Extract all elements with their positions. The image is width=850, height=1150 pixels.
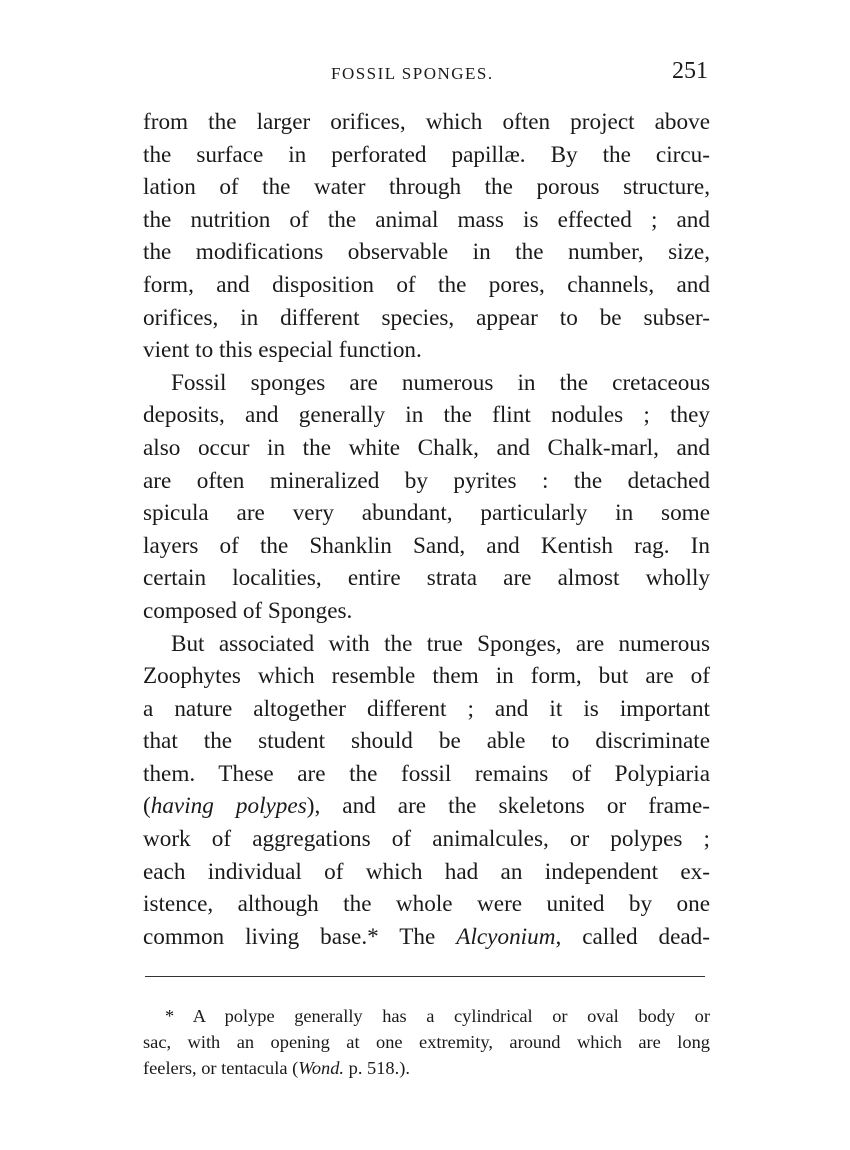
text-line: each individual of which had an independent ex- — [143, 858, 710, 885]
text-line: layers of the Shanklin Sand, and Kentish rag. In — [143, 532, 710, 559]
text-line: composed of Sponges. — [143, 597, 353, 624]
italic-text: having polypes — [150, 793, 307, 820]
text-line: are often mineralized by pyrites : the detached — [143, 467, 710, 494]
text-line: But associated with the true Sponges, are numerous — [171, 630, 710, 657]
text-line: them. These are the fossil remains of Polypiaria — [143, 760, 710, 787]
text-line: istence, although the whole were united by one — [143, 891, 710, 918]
text-line: orifices, in different species, appear to be subser- — [143, 304, 710, 331]
text-fragment: feelers, or tentacula ( — [143, 1058, 299, 1078]
footnote-rule — [145, 976, 705, 977]
text-line: the modifications observable in the number, size, — [143, 239, 710, 266]
running-head — [145, 58, 710, 92]
text-line: deposits, and generally in the flint nodules ; they — [143, 402, 710, 429]
footnote-line: * A polype generally has a cylindrical or oval body or — [165, 1006, 710, 1026]
text-line: vient to this especial function. — [143, 337, 422, 364]
text-fragment: ), and are the skeletons or frame- — [306, 793, 710, 820]
text-fragment: common living base.* The — [143, 923, 457, 950]
text-line: also occur in the white Chalk, and Chalk-marl, and — [143, 434, 710, 461]
italic-text: Alcyonium — [456, 923, 556, 950]
text-line: form, and disposition of the pores, channels, and — [143, 271, 710, 298]
footnote-line: sac, with an opening at one extremity, around which are long — [143, 1032, 710, 1052]
text-line — [143, 921, 710, 954]
body-text — [143, 106, 710, 953]
text-line — [143, 790, 710, 823]
page-number: 251 — [672, 58, 708, 84]
running-title: FOSSIL SPONGES. — [331, 64, 494, 83]
text-fragment: ( — [143, 793, 151, 820]
text-line: Fossil sponges are numerous in the cretaceous — [171, 369, 710, 396]
text-line: Zoophytes which resemble them in form, but are of — [143, 663, 710, 690]
text-fragment: p. 518.). — [344, 1058, 410, 1078]
text-line: spicula are very abundant, particularly in some — [143, 500, 710, 527]
text-line: that the student should be able to discriminate — [143, 728, 710, 755]
footnote-line — [143, 1055, 710, 1081]
text-line: the surface in perforated papillæ. By the circu- — [143, 141, 710, 168]
italic-text: Wond. — [298, 1058, 345, 1078]
text-line: certain localities, entire strata are almost wholly — [143, 565, 710, 592]
footnote — [143, 1003, 710, 1081]
text-line: from the larger orifices, which often project above — [143, 109, 710, 135]
text-line: work of aggregations of animalcules, or polypes ; — [143, 826, 710, 853]
text-line: a nature altogether different ; and it is important — [143, 695, 710, 722]
text-line: lation of the water through the porous structure, — [143, 174, 710, 201]
text-line: the nutrition of the animal mass is effected ; and — [143, 206, 710, 233]
text-fragment: , called dead- — [555, 923, 710, 950]
